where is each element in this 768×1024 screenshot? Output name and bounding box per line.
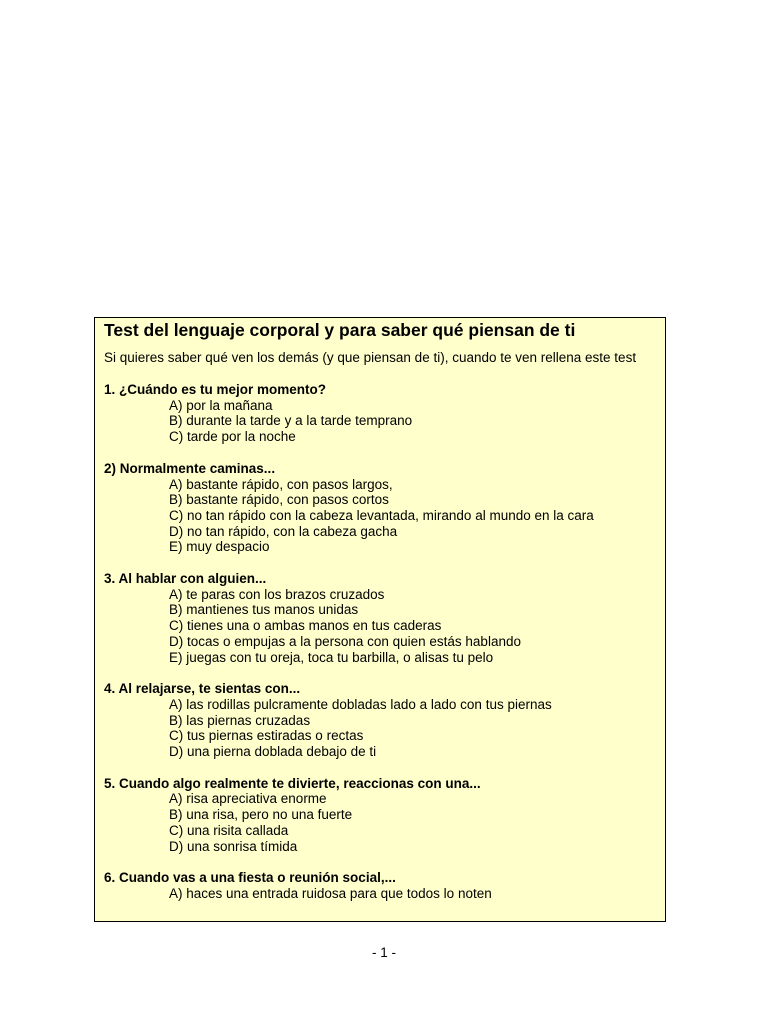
quiz-box [94, 317, 666, 922]
option-b: B) las piernas cruzadas [169, 712, 311, 728]
intro-text: Si quieres saber qué ven los demás (y que piensan de ti), cuando te ven rellena este test [104, 350, 637, 365]
option-b: B) durante la tarde y a la tarde temprano [169, 413, 413, 429]
question-title: 6. Cuando vas a una fiesta o reunión social,... [104, 870, 396, 886]
option-e: E) juegas con tu oreja, toca tu barbilla, o alisas tu pelo [169, 649, 494, 665]
question-title: 1. ¿Cuándo es tu mejor momento? [104, 382, 327, 397]
question-title: 2) Normalmente caminas... [104, 460, 276, 476]
question-6 [104, 870, 655, 901]
question-2 [104, 461, 655, 555]
option-e: E) muy despacio [169, 539, 270, 555]
option-a: A) bastante rápido, con pasos largos, [169, 476, 393, 492]
question-3 [104, 571, 655, 665]
question-1 [104, 382, 655, 445]
question-title: 4. Al relajarse, te sientas con... [104, 681, 301, 697]
question-5 [104, 776, 655, 855]
option-d: D) no tan rápido, con la cabeza gacha [169, 523, 398, 539]
option-c: C) tarde por la noche [169, 429, 296, 445]
option-c: C) tus piernas estiradas o rectas [169, 728, 364, 744]
option-a: A) te paras con los brazos cruzados [169, 586, 385, 602]
option-b: B) bastante rápido, con pasos cortos [169, 492, 389, 508]
option-a: A) por la mañana [169, 397, 273, 413]
page-number: - 1 - [371, 945, 396, 960]
question-4 [104, 681, 655, 760]
question-title: 5. Cuando algo realmente te divierte, reaccionas con una... [104, 775, 481, 791]
option-c: C) tienes una o ambas manos en tus caderas [169, 618, 442, 634]
option-d: D) una pierna doblada debajo de ti [169, 744, 377, 760]
option-d: D) tocas o empujas a la persona con quien estás hablando [169, 633, 521, 649]
document-title: Test del lenguaje corporal y para saber qué piensan de ti [104, 320, 576, 340]
option-a: A) risa apreciativa enorme [169, 791, 327, 807]
option-a: A) haces una entrada ruidosa para que todos lo noten [169, 885, 492, 901]
option-a: A) las rodillas pulcramente dobladas lado a lado con tus piernas [169, 696, 552, 712]
option-c: C) no tan rápido con la cabeza levantada, mirando al mundo en la cara [169, 507, 594, 523]
option-d: D) una sonrisa tímida [169, 838, 298, 854]
option-c: C) una risita callada [169, 822, 289, 838]
option-b: B) mantienes tus manos unidas [169, 602, 359, 618]
question-title: 3. Al hablar con alguien... [104, 571, 267, 587]
option-b: B) una risa, pero no una fuerte [169, 807, 353, 823]
